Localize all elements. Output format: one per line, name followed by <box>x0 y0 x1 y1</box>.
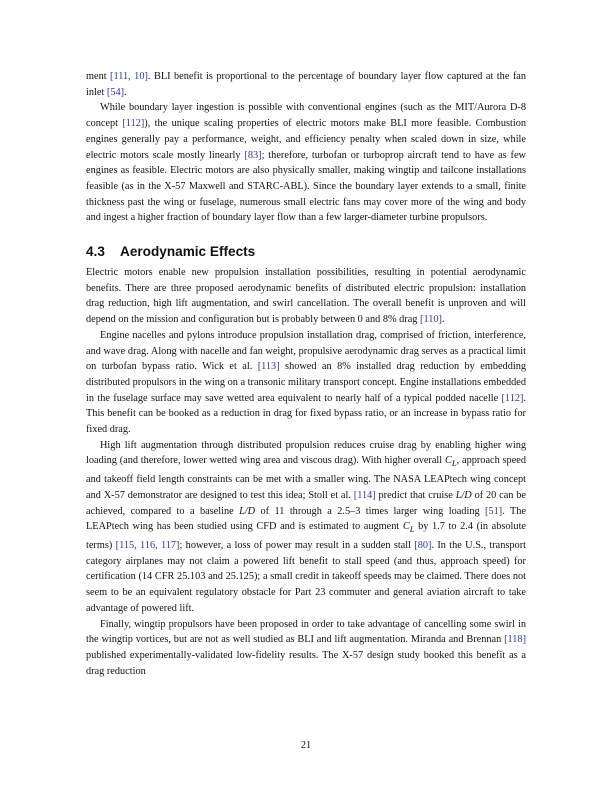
text-run: predict that cruise <box>375 489 456 501</box>
citation-link[interactable]: [114] <box>353 489 376 501</box>
text-run: . <box>124 86 127 98</box>
paragraph-bli-benefit <box>86 69 526 100</box>
section-heading <box>86 243 526 261</box>
text-run: . <box>441 314 445 326</box>
text-run: by 1.7 to 2.4 (in absolute terms) <box>86 521 526 552</box>
paragraph-aero-intro <box>86 265 526 328</box>
section-number: 4.3 <box>86 244 105 260</box>
math-symbol: C <box>402 521 410 533</box>
math-ld: L/D <box>239 505 256 517</box>
text-run: High lift augmentation through distributed propulsion reduces cruise drag by enabling higher wing loading (and therefore, lower wetted wing area and viscous drag). With higher overall <box>86 439 526 467</box>
paragraph-wingtip <box>86 617 526 680</box>
text-run: ; however, a loss of power may result in a sudden stall <box>179 540 415 552</box>
citation-link[interactable]: [113] <box>257 361 280 373</box>
text-run: ), the unique scaling properties of electric motors make BLI more feasible. Combustion engines generally pay a performance, weight, and efficiency penalty when scaled down in size, while electric motors scale mostly linearly <box>86 118 526 161</box>
section-title: Aerodynamic Effects <box>120 244 256 260</box>
text-run: While boundary layer ingestion is possible with conventional engines (such as the MIT/Aurora D-8 concept <box>86 102 526 130</box>
math-subscript: L <box>409 524 415 535</box>
citation-link[interactable]: [111, 10] <box>110 71 148 82</box>
paragraph-installation-drag <box>86 328 526 438</box>
citation-link[interactable]: [80] <box>414 540 432 552</box>
text-run: Engine nacelles and pylons introduce propulsion installation drag, comprised of friction, interference, and wave drag. Along with nacelle and fan weight, propulsive aerodynamic drag serves as a practical limit on turbofan bypass ratio. Wick et al. <box>86 329 526 373</box>
text-run: Electric motors enable new propulsion installation possibilities, resulting in potential aerodynamic benefits. There are three proposed aerodynamic benefits of distributed electric propulsion: installation drag reduction, high lift augmentation, and swirl cancellation. The overall benefit is unproven and will depend on the mission and configuration but is probably between 0 and 8% drag <box>86 267 526 326</box>
text-run: showed an 8% installed drag reduction by embedding distributed propulsors in the wing on a transonic military transport concept. Engine installations embedded in the fuselage surface may save wetted area equivalent to nearly half of a typical podded nacelle <box>86 361 526 404</box>
text-run: ment <box>86 71 111 82</box>
citation-link[interactable]: [112] <box>122 118 145 130</box>
text-run: . BLI benefit is proportional to the percentage of boundary layer flow captured at the fan inlet <box>86 71 526 98</box>
paragraph-bli-feasibility <box>86 100 526 226</box>
math-ld: L/D <box>455 489 472 501</box>
text-run: . In the U.S., transport category airplanes may not claim a powered lift benefit to stall speed (and thus, approach speed) for certification (14 CFR 25.103 and 25.125); a small credit in takeoff speeds may be claimed. There does not seem to be an equivalent regulatory obstacle for Part 23 commuter and general aviation aircraft to take advantage of powered lift. <box>86 540 526 614</box>
text-run: . The LEAPtech wing has been studied using CFD and is estimated to augment <box>86 505 526 533</box>
page-number: 21 <box>300 740 312 751</box>
citation-link[interactable]: [110] <box>420 314 442 326</box>
citation-link[interactable]: [115, 116, 117] <box>115 540 180 552</box>
paragraph-high-lift <box>86 438 526 617</box>
citation-link[interactable]: [118] <box>504 634 526 646</box>
text-run: of 20 can be achieved, compared to a baseline <box>86 489 526 517</box>
text-run: of 11 through a 2.5–3 times larger wing loading <box>255 505 486 517</box>
text-run: published experimentally-validated low-fidelity results. The X-57 design study booked this benefit as a drag reduction <box>86 650 526 677</box>
text-run: Finally, wingtip propulsors have been proposed in order to take advantage of cancelling some swirl in the wingtip vortices, but are not as well studied as BLI and lift augmentation. Miranda and Brennan <box>86 618 526 646</box>
text-run: , approach speed and takeoff field length constraints can be met with a smaller wing. The NASA LEAPtech wing concept and X-57 demonstrator are designed to test this idea; Stoll et al. <box>86 455 526 501</box>
text-run: ; therefore, turbofan or turboprop aircraft tend to have as few engines as feasible. Electric motors are also physically smaller, making wingtip and tailcone installations feasible (as in the X-57 Maxwell and STARC-ABL). Since the boundary layer extends to a small, finite thickness past the wing or fuselage, numerous small electric fans may cover more of the wing and body and ingest a higher fraction of boundary layer flow than a few larger-diameter turbine propulsors. <box>86 149 526 224</box>
math-subscript: L <box>451 458 457 469</box>
page-body <box>86 69 526 679</box>
citation-link[interactable]: [54] <box>106 86 125 98</box>
citation-link[interactable]: [83] <box>244 149 262 161</box>
math-symbol: C <box>444 455 452 467</box>
citation-link[interactable]: [112] <box>501 392 524 404</box>
math-cl <box>444 455 457 469</box>
citation-link[interactable]: [51] <box>485 505 503 517</box>
text-run: . This benefit can be booked as a reduction in drag for fixed bypass ratio, or an increase in bypass ratio for fixed drag. <box>86 392 526 436</box>
math-cl <box>402 521 415 535</box>
